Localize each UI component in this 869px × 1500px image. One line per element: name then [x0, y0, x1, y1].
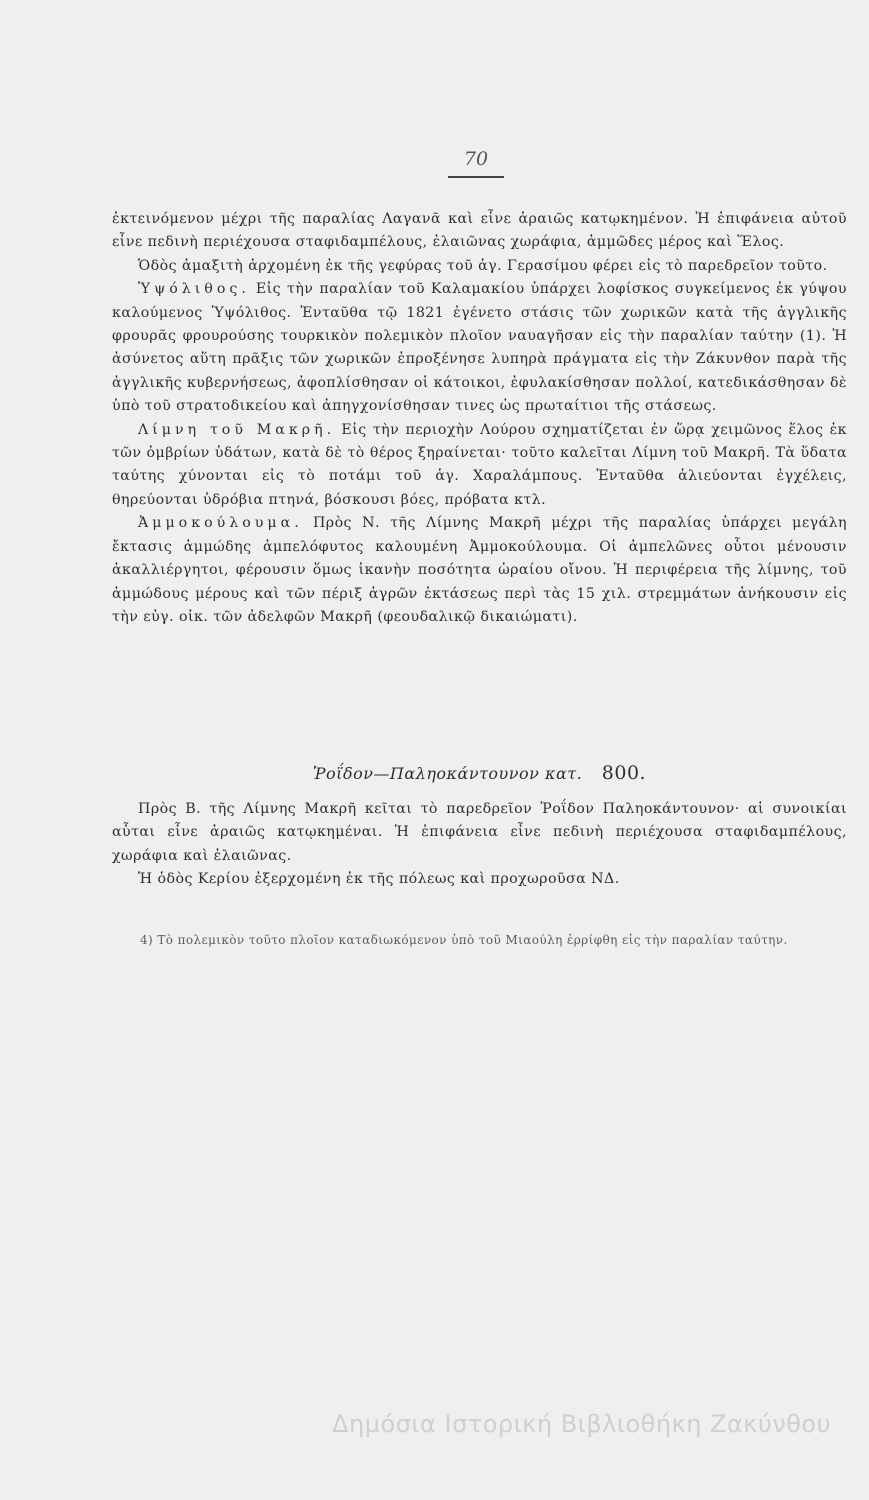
- paragraph-hypsolithos: [112, 278, 847, 418]
- section-title-name: Ῥοΐδον—Παληοκάντουνον: [312, 764, 540, 783]
- main-text: [112, 208, 847, 629]
- section-title: [112, 762, 847, 784]
- page-number: 70: [463, 148, 489, 170]
- paragraph-ammokouloumo-text: Πρὸς Ν. τῆς Λίμνης Μακρῆ μέχρι τῆς παραλίας ὑπάρχει μεγάλη ἔκτασις ἀμμώδης ἀμπελόφυτος καλουμένη Ἀμμοκούλουμα. Οἱ ἀμπελῶνες οὗτοι μένουσιν ἀκαλλιέργητοι, φέρουσιν ὅμως ἱκανὴν ποσότητα ὡραίου οἴνου. Ἡ περιφέρεια τῆς λίμνης, τοῦ ἀμμώδους μέρους καὶ τῶν πέριξ ἀγρῶν ἐκτάσεως περὶ τὰς 15 χιλ. στρεμμάτων ἀνήκουσιν εἰς τὴν εὐγ. οἰκ. τῶν ἀδελφῶν Μακρῆ (φεουδαλικῷ δικαιώματι).: [112, 515, 847, 625]
- paragraph-2: Ὁδὸς ἁμαξιτὴ ἀρχομένη ἐκ τῆς γεφύρας τοῦ ἁγ. Γερασίμου φέρει εἰς τὸ παρεδρεῖον τοῦτο.: [138, 257, 828, 274]
- main-text-2: [112, 798, 847, 892]
- paragraph-limni-text: Εἰς τὴν περιοχὴν Λούρου σχηματίζεται ἐν ὥρᾳ χειμῶνος ἕλος ἐκ τῶν ὀμβρίων ὑδάτων, κατὰ δὲ τὸ θέρος ξηραίνεται· τοῦτο καλεῖται Λίμνη τοῦ Μακρῆ. Τὰ ὕδατα ταύτης χύνονται εἰς τὸ ποτάμι τοῦ ἁγ. Χαραλάμπους. Ἐνταῦθα ἁλιεύονται ἐγχέλεις, θηρεύονται ὑδρόβια πτηνά, βόσκουσι βόες, πρόβατα κτλ.: [112, 421, 848, 508]
- library-watermark: Δημόσια Ιστορική Βιβλιοθήκη Ζακύνθου: [332, 1410, 831, 1438]
- paragraph-limni: [112, 419, 847, 513]
- section-head-limni: Λίμνη τοῦ Μακρῆ.: [138, 421, 336, 438]
- paragraph-hypsolithos-text: Εἰς τὴν παραλίαν τοῦ Καλαμακίου ὑπάρχει λοφίσκος συγκείμενος ἐκ γύψου καλούμενος Ὑψόλιθος. Ἐνταῦθα τῷ 1821 ἐγένετο στάσις τῶν χωρικῶν κατὰ τῆς ἀγγλικῆς φρουρᾶς φρουρούσης τουρκικὸν πολεμικὸν πλοῖον ναυαγῆσαν εἰς τὴν παραλίαν ταύτην (1). Ἡ ἀσύνετος αὕτη πρᾶξις τῶν χωρικῶν ἐπροξένησε λυπηρὰ πράγματα εἰς τὴν Ζάκυνθον παρὰ τῆς ἀγγλικῆς κυβερνήσεως, ἀφοπλίσθησαν οἱ κάτοικοι, ἐφυλακίσθησαν πολλοί, κατεδικάσθησαν δὲ ὑπὸ τοῦ στρατοδικείου καὶ ἀπηγχονίσθησαν τινες ὡς πρωταίτιοι τῆς στάσεως.: [112, 281, 847, 415]
- paragraph-ammokouloumo: [112, 512, 847, 629]
- paragraph-odos-keriou: Ἡ ὁδὸς Κερίου ἐξερχομένη ἐκ τῆς πόλεως καὶ προχωροῦσα ΝΔ.: [138, 871, 620, 888]
- section-title-abbr: κατ.: [544, 764, 583, 783]
- footnote-text: 4) Τὸ πολεμικὸν τοῦτο πλοῖον καταδιωκόμενον ὑπὸ τοῦ Μιαούλη ἐρρίφθη εἰς τὴν παραλίαν ταύτην.: [140, 933, 788, 947]
- page-number-rule: [448, 176, 504, 178]
- paragraph-1: ἐκτεινόμενον μέχρι τῆς παραλίας Λαγανᾶ καὶ εἶνε ἀραιῶς κατῳκημένον. Ἡ ἐπιφάνεια αὐτοῦ εἶνε πεδινὴ περιέχουσα σταφιδαμπέλους, ἐλαιῶνας χωράφια, ἀμμῶδες μέρος καὶ Ἕλος.: [112, 211, 847, 251]
- section-title-population: 800.: [601, 762, 647, 784]
- section-head-hypsolithos: Ὑψόλιθος.: [138, 281, 250, 298]
- footnote: [118, 932, 846, 949]
- section-head-ammokouloumo: Ἀμμοκούλουμα.: [138, 515, 303, 532]
- paragraph-roidon: Πρὸς Β. τῆς Λίμνης Μακρῆ κεῖται τὸ παρεδρεῖον Ῥοΐδον Παληοκάντουνον· αἱ συνοικίαι αὗται εἶνε ἀραιῶς κατῳκημέναι. Ἡ ἐπιφάνεια εἶνε πεδινὴ περιέχουσα σταφιδαμπέλους, χωράφια καὶ ἐλαιῶνας.: [112, 801, 847, 864]
